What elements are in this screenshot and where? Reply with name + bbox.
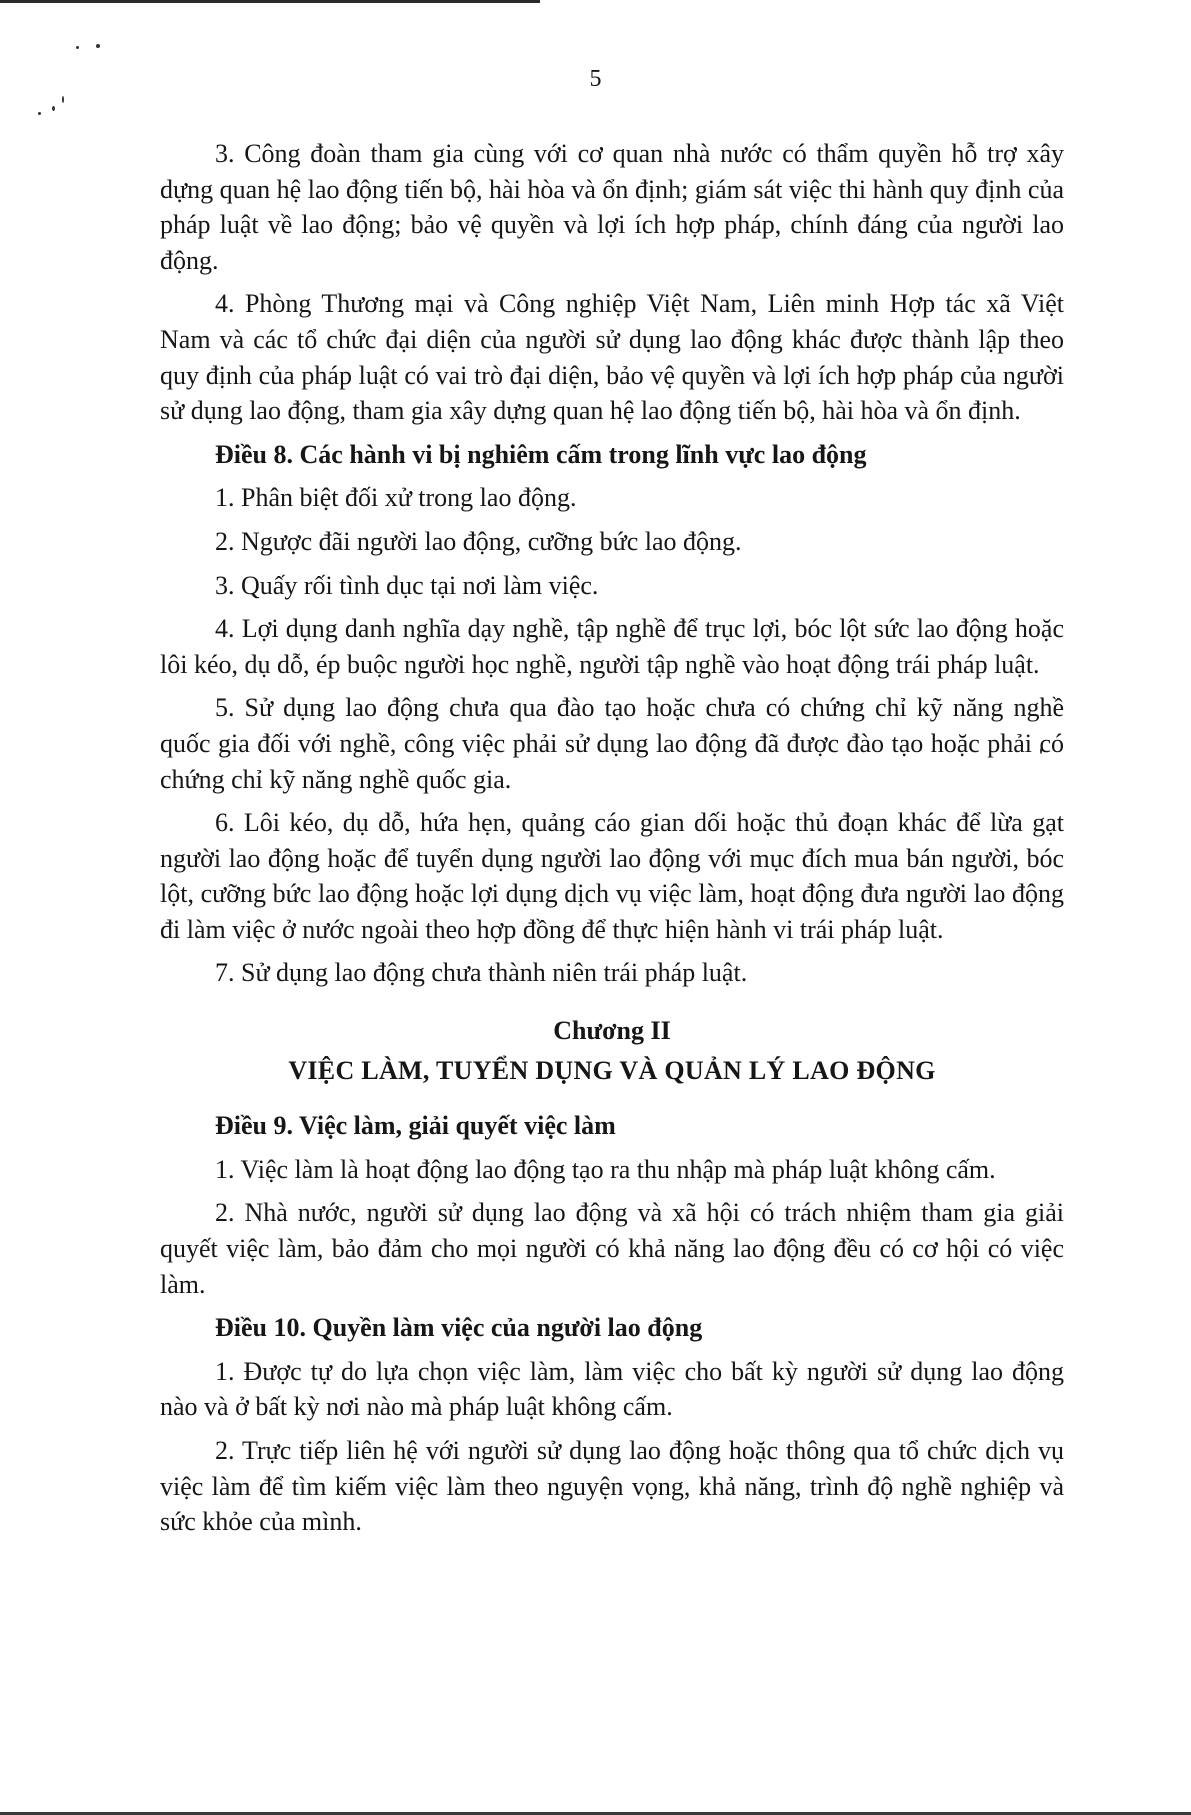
paragraph: 4. Phòng Thương mại và Công nghiệp Việt Nam, Liên minh Hợp tác xã Việt Nam và các tổ chức đại diện của người sử dụng lao động khác được thành lập theo quy định của pháp luật có vai trò đại diện, bảo vệ quyền và lợi ích hợp pháp của người sử dụng lao động, tham gia xây dựng quan hệ lao động tiến bộ, hài hòa và ổn định. — [160, 289, 1064, 426]
paragraph: 2. Trực tiếp liên hệ với người sử dụng lao động hoặc thông qua tổ chức dịch vụ việc làm để tìm kiếm việc làm theo nguyện vọng, khả năng, trình độ nghề nghiệp và sức khỏe của mình. — [160, 1436, 1064, 1537]
paragraph: 1. Phân biệt đối xử trong lao động. — [215, 483, 577, 513]
scan-speck — [62, 96, 64, 103]
paragraph: 3. Quấy rối tình dục tại nơi làm việc. — [215, 570, 599, 600]
chapter-title: Chương II — [553, 1016, 671, 1046]
paragraph: 7. Sử dụng lao động chưa thành niên trái pháp luật. — [215, 958, 748, 988]
paragraph: 4. Lợi dụng danh nghĩa dạy nghề, tập nghề để trục lợi, bóc lột sức lao động hoặc lôi kéo, dụ dỗ, ép buộc người học nghề, người tập nghề vào hoạt động trái pháp luật. — [160, 614, 1064, 679]
paragraph: 6. Lôi kéo, dụ dỗ, hứa hẹn, quảng cáo gian dối hoặc thủ đoạn khác để lừa gạt người lao động hoặc để tuyển dụng người lao động với mục đích mua bán người, bóc lột, cưỡng bức lao động hoặc lợi dụng dịch vụ việc làm, hoạt động đưa người lao động đi làm việc ở nước ngoài theo hợp đồng để thực hiện hành vi trái pháp luật. — [160, 808, 1064, 944]
chapter-name: VIỆC LÀM, TUYỂN DỤNG VÀ QUẢN LÝ LAO ĐỘNG — [288, 1055, 936, 1085]
top-scan-border — [0, 0, 540, 3]
scan-speck — [38, 112, 41, 115]
paragraph: 3. Công đoàn tham gia cùng với cơ quan nhà nước có thẩm quyền hỗ trợ xây dựng quan hệ lao động tiến bộ, hài hòa và ổn định; giám sát việc thi hành quy định của pháp luật về lao động; bảo vệ quyền và lợi ích hợp pháp, chính đáng của người lao động. — [160, 139, 1064, 275]
document-body — [160, 136, 1064, 1548]
paragraph: 5. Sử dụng lao động chưa qua đào tạo hoặc chưa có chứng chỉ kỹ năng nghề quốc gia đối với nghề, công việc phải sử dụng lao động đã được đào tạo hoặc phải có chứng chỉ kỹ năng nghề quốc gia. — [160, 693, 1064, 794]
page-number: 5 — [589, 66, 602, 92]
scan-speck — [52, 106, 55, 111]
paragraph: 1. Việc làm là hoạt động lao động tạo ra thu nhập mà pháp luật không cấm. — [215, 1154, 996, 1184]
paragraph: 1. Được tự do lựa chọn việc làm, làm việc cho bất kỳ người sử dụng lao động nào và ở bất kỳ nơi nào mà pháp luật không cấm. — [160, 1356, 1064, 1422]
paragraph: 2. Nhà nước, người sử dụng lao động và xã hội có trách nhiệm tham gia giải quyết việc làm, bảo đảm cho mọi người có khả năng lao động đều có cơ hội có việc làm. — [160, 1198, 1064, 1299]
article-10-title: Điều 10. Quyền làm việc của người lao động — [215, 1313, 703, 1343]
scan-speck — [76, 46, 79, 49]
article-8-title: Điều 8. Các hành vi bị nghiêm cấm trong lĩnh vực lao động — [215, 439, 867, 469]
scan-speck — [96, 44, 100, 48]
article-9-title: Điều 9. Việc làm, giải quyết việc làm — [215, 1111, 616, 1141]
paragraph: 2. Ngược đãi người lao động, cưỡng bức lao động. — [215, 526, 742, 556]
